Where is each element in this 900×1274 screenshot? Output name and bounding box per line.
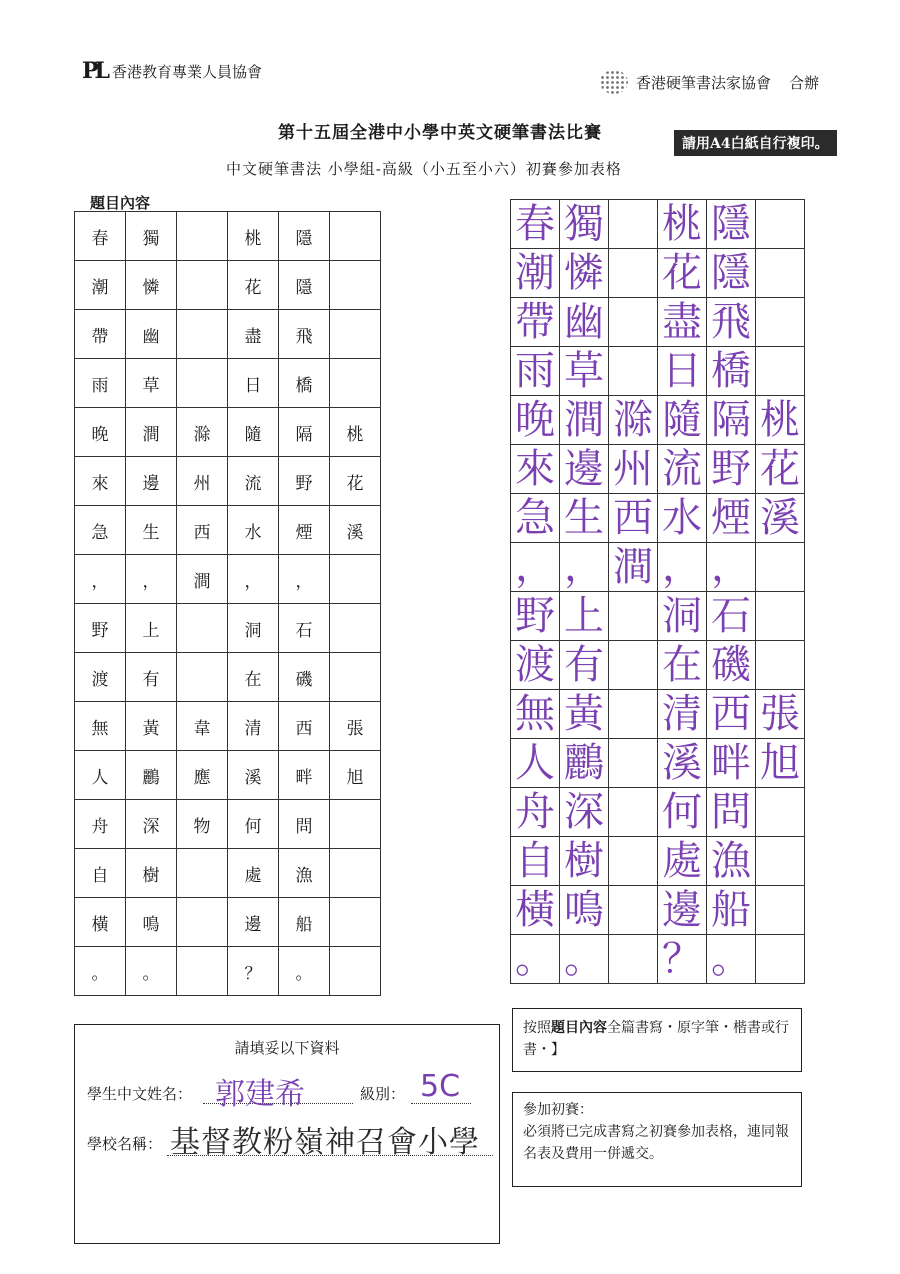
handwriting-cell[interactable] [756,788,805,837]
reference-cell [330,604,381,653]
reference-cell: 鸝 [126,751,177,800]
reference-heading: 題目內容 [90,194,151,212]
handwriting-cell[interactable]: 幽 [560,298,609,347]
hkptu-logo-icon: PL [82,58,107,84]
student-name-field[interactable]: 郭建希 [215,1077,305,1112]
handwriting-cell[interactable] [609,200,658,249]
handwriting-cell[interactable]: 樹 [560,837,609,886]
reference-cell: 煙 [279,506,330,555]
handwriting-cell[interactable]: 橋 [707,347,756,396]
reference-cell: 問 [279,800,330,849]
grid-row [511,837,805,886]
handwriting-cell[interactable] [756,641,805,690]
reference-cell: 野 [279,457,330,506]
reference-cell: 洞 [228,604,279,653]
handwriting-cell[interactable]: 盡 [658,298,707,347]
reference-cell: 清 [228,702,279,751]
handwriting-cell[interactable]: 草 [560,347,609,396]
reference-cell: 溪 [228,751,279,800]
grid-row [511,886,805,935]
handwriting-cell[interactable]: 澗 [560,396,609,445]
grid-row [511,788,805,837]
grid-row [511,249,805,298]
reference-cell: ， [279,555,330,604]
handwriting-cell[interactable]: 有 [560,641,609,690]
reference-cell: 張 [330,702,381,751]
reference-cell [177,212,228,261]
reference-cell: 來 [75,457,126,506]
reference-cell: 無 [75,702,126,751]
reference-cell [330,310,381,359]
reference-cell: 野 [75,604,126,653]
grid-row [75,408,381,457]
organizer-right-name: 香港硬筆書法家協會 [636,73,772,92]
grid-row [511,592,805,641]
reference-cell [177,359,228,408]
reference-cell: 滁 [177,408,228,457]
grid-row [75,898,381,947]
reference-cell: ， [75,555,126,604]
reference-cell: 鳴 [126,898,177,947]
organizer-left [82,58,262,84]
handwriting-cell[interactable] [756,298,805,347]
student-name-label: 學生中文姓名： [87,1085,193,1103]
handwriting-cell[interactable]: ， [511,543,560,592]
handwriting-cell[interactable]: 急 [511,494,560,543]
handwriting-cell[interactable] [756,592,805,641]
grid-row [75,457,381,506]
reference-cell: 有 [126,653,177,702]
reference-cell: 憐 [126,261,177,310]
handwriting-cell[interactable]: 。 [560,935,609,984]
handwriting-cell[interactable]: 。 [511,935,560,984]
reference-cell [330,555,381,604]
handwriting-cell[interactable]: ？ [658,935,707,984]
instruction-bold: 題目內容 [551,1020,607,1036]
reference-cell [330,653,381,702]
reference-cell [330,359,381,408]
grid-row [511,494,805,543]
reference-cell: 人 [75,751,126,800]
handwriting-cell[interactable] [756,347,805,396]
handwriting-cell[interactable]: 帶 [511,298,560,347]
reference-cell [330,947,381,996]
handwriting-cell[interactable]: 溪 [658,739,707,788]
reference-cell: 應 [177,751,228,800]
handwriting-cell[interactable]: 流 [658,445,707,494]
reference-cell: 上 [126,604,177,653]
writing-instruction [512,1008,802,1072]
handwriting-cell[interactable] [609,739,658,788]
reference-cell: 桃 [330,408,381,457]
handwriting-cell[interactable]: 鳴 [560,886,609,935]
reference-cell: 雨 [75,359,126,408]
handwriting-cell[interactable]: 漁 [707,837,756,886]
reference-cell: 帶 [75,310,126,359]
reference-cell: 船 [279,898,330,947]
copy-note: 請用A4白紙自行複印。 [674,130,837,156]
handwriting-cell[interactable]: 州 [609,445,658,494]
handwriting-cell[interactable]: 舟 [511,788,560,837]
reference-cell: 隔 [279,408,330,457]
class-field[interactable]: 5C [420,1069,461,1104]
handwriting-cell[interactable] [609,837,658,886]
grid-row [511,641,805,690]
grid-row [511,690,805,739]
handwriting-cell[interactable]: 船 [707,886,756,935]
handwriting-cell[interactable]: 問 [707,788,756,837]
reference-cell: 。 [279,947,330,996]
reference-cell: 自 [75,849,126,898]
entry-instructions [512,1092,802,1187]
handwriting-cell[interactable]: 桃 [658,200,707,249]
reference-cell: 橫 [75,898,126,947]
reference-cell: 澗 [177,555,228,604]
handwriting-cell[interactable] [756,200,805,249]
grid-row [511,935,805,984]
reference-cell: 隨 [228,408,279,457]
handwriting-cell[interactable] [609,592,658,641]
handwriting-cell[interactable]: 雨 [511,347,560,396]
organizer-left-name: 香港教育專業人員協會 [112,62,263,81]
reference-cell: 西 [279,702,330,751]
class-label: 級別： [360,1085,406,1103]
reference-cell: 水 [228,506,279,555]
grid-row [75,604,381,653]
grid-row [75,653,381,702]
handwriting-cell[interactable]: 張 [756,690,805,739]
handwriting-cell[interactable]: 無 [511,690,560,739]
reference-cell: 盡 [228,310,279,359]
reference-cell: 州 [177,457,228,506]
handwriting-cell[interactable]: 隔 [707,396,756,445]
handwriting-cell[interactable]: 滁 [609,396,658,445]
reference-cell [177,849,228,898]
reference-cell: 隱 [279,212,330,261]
reference-cell: 草 [126,359,177,408]
info-heading: 請填妥以下資料 [234,1039,340,1057]
handwriting-cell[interactable]: 。 [707,935,756,984]
reference-cell: 橋 [279,359,330,408]
handwriting-cell[interactable] [609,298,658,347]
reference-cell: 磯 [279,653,330,702]
reference-cell: 溪 [330,506,381,555]
grid-row [75,359,381,408]
reference-cell: 舟 [75,800,126,849]
handwriting-cell[interactable]: ， [707,543,756,592]
handwriting-cell[interactable]: 深 [560,788,609,837]
co-host-label: 合辦 [789,73,820,92]
reference-cell: 處 [228,849,279,898]
reference-cell: 樹 [126,849,177,898]
school-name-label: 學校名稱： [87,1135,163,1153]
reference-cell: 邊 [126,457,177,506]
reference-cell: 在 [228,653,279,702]
instruction-prefix: 按照 [523,1020,551,1036]
student-info-box [74,1024,500,1244]
reference-cell: 物 [177,800,228,849]
handwriting-cell[interactable] [609,690,658,739]
reference-cell [330,212,381,261]
reference-cell: 花 [228,261,279,310]
handwriting-cell[interactable] [609,886,658,935]
reference-cell [177,310,228,359]
handwriting-cell[interactable]: 隱 [707,249,756,298]
grid-row [511,543,805,592]
reference-cell: 西 [177,506,228,555]
grid-row [511,445,805,494]
handwriting-cell[interactable]: 潮 [511,249,560,298]
handwriting-cell[interactable]: 渡 [511,641,560,690]
competition-title: 第十五屆全港中小學中英文硬筆書法比賽 [278,123,602,143]
grid-row [75,849,381,898]
reference-cell: 隱 [279,261,330,310]
handwriting-cell[interactable]: 隨 [658,396,707,445]
handwriting-cell[interactable]: 邊 [560,445,609,494]
reference-cell: 獨 [126,212,177,261]
handwriting-cell[interactable]: 憐 [560,249,609,298]
form-subtitle: 中文硬筆書法 小學組-高級（小五至小六）初賽參加表格 [226,160,622,178]
handwriting-cell[interactable]: ， [560,543,609,592]
handwriting-cell[interactable]: 生 [560,494,609,543]
reference-cell [177,604,228,653]
reference-cell [330,800,381,849]
reference-cell: 何 [228,800,279,849]
grid-row [511,396,805,445]
handwriting-cell[interactable]: 清 [658,690,707,739]
handwriting-cell[interactable]: 邊 [658,886,707,935]
handwriting-cell[interactable]: 煙 [707,494,756,543]
handwriting-cell[interactable]: 溪 [756,494,805,543]
reference-cell: ， [228,555,279,604]
reference-cell: 澗 [126,408,177,457]
reference-cell [177,898,228,947]
reference-cell: 桃 [228,212,279,261]
handwriting-cell[interactable]: 處 [658,837,707,886]
reference-cell [177,653,228,702]
handwriting-cell[interactable]: 野 [707,445,756,494]
grid-row [75,212,381,261]
instruction-suffix: 全篇書寫・原字筆・楷書或行書・】 [523,1020,789,1058]
handwriting-cell[interactable]: 飛 [707,298,756,347]
handwriting-cell[interactable]: 畔 [707,739,756,788]
reference-cell: 春 [75,212,126,261]
handwriting-cell[interactable] [609,347,658,396]
grid-row [511,298,805,347]
reference-cell: 生 [126,506,177,555]
handwriting-cell[interactable]: 上 [560,592,609,641]
reference-cell: 旭 [330,751,381,800]
handwriting-cell[interactable] [756,543,805,592]
reference-cell: 。 [75,947,126,996]
reference-cell [177,947,228,996]
entry-heading: 參加初賽： [523,1102,593,1118]
handwriting-cell[interactable]: 洞 [658,592,707,641]
reference-cell: 黃 [126,702,177,751]
handwriting-grid [510,199,805,984]
grid-row [75,261,381,310]
reference-cell: 漁 [279,849,330,898]
reference-cell: 日 [228,359,279,408]
reference-cell: ？ [228,947,279,996]
grid-row [511,347,805,396]
reference-text-grid [74,211,381,996]
handwriting-cell[interactable]: 澗 [609,543,658,592]
handwriting-cell[interactable]: 何 [658,788,707,837]
handwriting-cell[interactable] [609,641,658,690]
handwriting-cell[interactable]: 在 [658,641,707,690]
reference-cell: 急 [75,506,126,555]
reference-cell: 邊 [228,898,279,947]
handwriting-cell[interactable]: 花 [756,445,805,494]
grid-row [75,310,381,359]
handwriting-cell[interactable]: 西 [707,690,756,739]
handwriting-cell[interactable]: 磯 [707,641,756,690]
reference-cell [330,849,381,898]
reference-cell: 晚 [75,408,126,457]
reference-cell: 。 [126,947,177,996]
grid-row [75,702,381,751]
handwriting-cell[interactable] [756,837,805,886]
calligraphy-assoc-logo-icon [600,70,628,94]
reference-cell: 深 [126,800,177,849]
handwriting-cell[interactable]: 旭 [756,739,805,788]
reference-cell [330,261,381,310]
handwriting-cell[interactable]: 桃 [756,396,805,445]
handwriting-cell[interactable]: ， [658,543,707,592]
grid-row [75,506,381,555]
handwriting-cell[interactable]: 春 [511,200,560,249]
reference-cell: 幽 [126,310,177,359]
grid-row [511,739,805,788]
handwriting-cell[interactable]: 花 [658,249,707,298]
handwriting-cell[interactable]: 自 [511,837,560,886]
handwriting-cell[interactable]: 黃 [560,690,609,739]
handwriting-cell[interactable] [609,788,658,837]
reference-cell: 渡 [75,653,126,702]
handwriting-cell[interactable]: 晚 [511,396,560,445]
reference-cell: 花 [330,457,381,506]
handwriting-cell[interactable]: 石 [707,592,756,641]
organizer-right [600,70,819,94]
handwriting-cell[interactable]: 獨 [560,200,609,249]
handwriting-cell[interactable]: 日 [658,347,707,396]
handwriting-cell[interactable]: 隱 [707,200,756,249]
handwriting-cell[interactable]: 來 [511,445,560,494]
reference-cell: ， [126,555,177,604]
reference-cell [330,898,381,947]
reference-cell: 韋 [177,702,228,751]
reference-cell: 流 [228,457,279,506]
school-name-field[interactable]: 基督教粉嶺神召會小學 [170,1125,480,1160]
grid-row [75,555,381,604]
handwriting-cell[interactable]: 人 [511,739,560,788]
reference-cell: 飛 [279,310,330,359]
handwriting-cell[interactable] [756,249,805,298]
handwriting-cell[interactable]: 野 [511,592,560,641]
grid-row [75,947,381,996]
grid-row [75,800,381,849]
handwriting-cell[interactable] [756,935,805,984]
reference-cell: 畔 [279,751,330,800]
reference-cell: 石 [279,604,330,653]
handwriting-cell[interactable] [609,249,658,298]
reference-cell [177,261,228,310]
grid-row [511,200,805,249]
handwriting-cell[interactable] [756,886,805,935]
handwriting-cell[interactable]: 西 [609,494,658,543]
handwriting-cell[interactable] [609,935,658,984]
reference-cell: 潮 [75,261,126,310]
grid-row [75,751,381,800]
handwriting-cell[interactable]: 鸝 [560,739,609,788]
entry-body: 必須將已完成書寫之初賽參加表格，連同報名表及費用一併遞交。 [523,1124,789,1162]
handwriting-cell[interactable]: 橫 [511,886,560,935]
handwriting-cell[interactable]: 水 [658,494,707,543]
